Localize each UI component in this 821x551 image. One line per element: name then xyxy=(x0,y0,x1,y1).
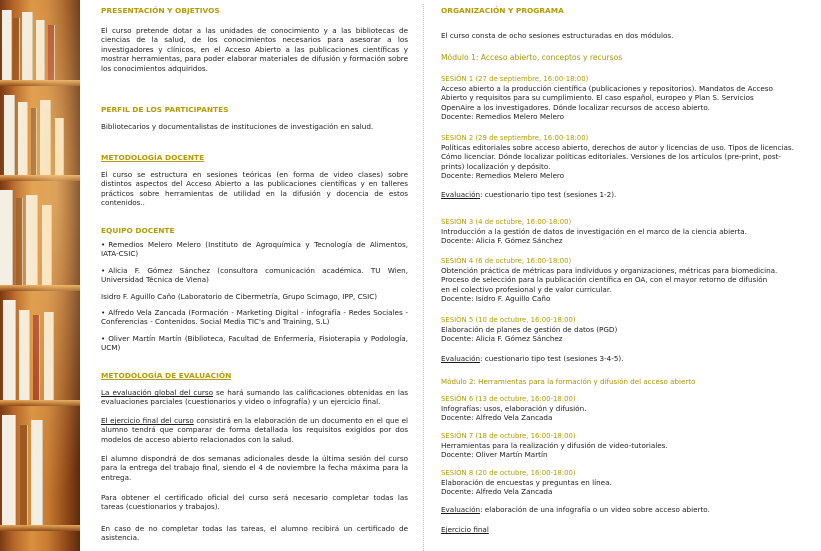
team-member: • Alfredo Vela Zancada (Formación - Marketing Digital - infografía - Redes Sociales - Conferencias - Contenidos. Social Media TIC's and Training, S.L) xyxy=(101,308,408,327)
session-7-heading: SESIÓN 7 (18 de octubre, 16:00-18:00) xyxy=(441,432,576,440)
session-4-heading: SESIÓN 4 (6 de octubre, 16:00-18:00) xyxy=(441,257,572,265)
team-member: • Oliver Martín Martín (Biblioteca, Facultad de Enfermería, Fisioterapia y Podología, UCM) xyxy=(101,334,408,353)
modulo-2-title: Módulo 2: Herramientas para la formación y difusión del acceso abierto xyxy=(441,377,696,386)
evaluacion-p5: En caso de no completar todas las tareas, el alumno recibirá un certificado de asistencia. xyxy=(101,524,408,543)
presentacion-heading: PRESENTACIÓN Y OBJETIVOS xyxy=(101,6,220,15)
session-8-desc: Elaboración de encuestas y preguntas en línea. Docente: Alfredo Vela Zancada xyxy=(441,478,612,497)
session-7-desc: Herramientas para la realización y difusión de video-tutoriales. Docente: Oliver Martín Martín xyxy=(441,441,668,460)
column-divider xyxy=(423,4,424,551)
modulo-1-title: Módulo 1: Acceso abierto, conceptos y recursos xyxy=(441,53,623,62)
metodologia-heading: METODOLOGÍA DOCENTE xyxy=(101,153,205,162)
team-member: • Remedios Melero Melero (Instituto de Agroquímica y Tecnología de Alimentos, IATA-CSIC) xyxy=(101,240,408,259)
programa-heading: ORGANIZACIÓN Y PROGRAMA xyxy=(441,6,564,15)
equipo-heading: EQUIPO DOCENTE xyxy=(101,226,175,235)
perfil-text: Bibliotecarios y documentalistas de instituciones de investigación en salud. xyxy=(101,122,374,131)
ejercicio-final: Ejercicio final xyxy=(441,525,489,534)
session-5-desc: Elaboración de planes de gestión de datos (PGD) Docente: Alicia F. Gómez Sánchez xyxy=(441,325,618,344)
evaluation-3: Evaluación: elaboración de una infografía o un video sobre acceso abierto. xyxy=(441,505,710,514)
metodologia-text: El curso se estructura en sesiones teóricas (en forma de video clases) sobre distintos aspectos del Acceso Abierto a las publicaciones científicas y en talleres prácticos sobre herramientas de utilidad en la difusión y docencia de estos contenidos.. xyxy=(101,170,408,208)
evaluacion-p3: El alumno dispondrá de dos semanas adicionales desde la última sesión del curso para la entrega del trabajo final, siendo el 4 de noviembre la fecha máxima para la entrega. xyxy=(101,454,408,482)
evaluacion-p4: Para obtener el certificado oficial del curso será necesario completar todas las tareas (cuestionarios y trabajos). xyxy=(101,493,408,512)
evaluation-2: Evaluación: cuestionario tipo test (sesiones 3-4-5). xyxy=(441,354,624,363)
library-shelves-photo xyxy=(0,0,80,551)
programa-intro: El curso consta de ocho sesiones estructuradas en dos módulos. xyxy=(441,31,674,40)
session-1-heading: SESIÓN 1 (27 de septiembre, 16:00-18:00) xyxy=(441,75,589,83)
session-8-heading: SESIÓN 8 (20 de octubre, 16:00-18:00) xyxy=(441,469,576,477)
team-member: Isidro F. Aguillo Caño (Laboratorio de Cibermetría, Grupo Scimago, IPP, CSIC) xyxy=(101,292,378,301)
session-4-desc: Obtención práctica de métricas para individuos y organizaciones, métricas para biomedicina. Proceso de selección para la publicación científica en OA, con el mayor retorno de difusión en el colectivo profesional y de valor curricular. Docente: Isidro F. Aguillo Caño xyxy=(441,266,778,304)
session-5-heading: SESIÓN 5 (10 de octubre, 16:00-18:00) xyxy=(441,316,576,324)
evaluation-1: Evaluación: cuestionario tipo test (sesiones 1-2). xyxy=(441,190,617,199)
perfil-heading: PERFIL DE LOS PARTICIPANTES xyxy=(101,105,229,114)
evaluacion-p1: La evaluación global del curso se hará sumando las calificaciones obtenidas en las evaluaciones parciales (cuestionarios y video o infografía) y un ejercicio final. xyxy=(101,388,408,407)
evaluacion-p2: El ejercicio final del curso consistirá en la elaboración de un documento en el que el alumno tendrá que comparar de forma detallada los requisitos exigidos por dos modelos de acceso abierto relacionados con la salud. xyxy=(101,416,409,444)
session-2-heading: SESIÓN 2 (29 de septiembre, 16:00-18:00) xyxy=(441,134,589,142)
session-3-desc: Introducción a la gestión de datos de investigación en el marco de la ciencia abierta. Docente: Alicia F. Gómez Sánchez xyxy=(441,227,747,246)
session-6-desc: Infografías: usos, elaboración y difusión. Docente: Alfredo Vela Zancada xyxy=(441,404,587,423)
session-1-desc: Acceso abierto a la producción científica (publicaciones y repositorios). Mandatos de Acceso Abierto y requisitos para su cumplimiento. El caso español, europeo y Plan S. Servicios OpenAire a los investigadores. Dónde localizar recursos de acceso abierto. Docente: Remedios Melero Melero xyxy=(441,84,773,122)
session-6-heading: SESIÓN 6 (13 de octubre, 16:00-18:00) xyxy=(441,395,576,403)
session-3-heading: SESIÓN 3 (4 de octubre, 16:00-18:00) xyxy=(441,218,572,226)
team-member: • Alicia F. Gómez Sánchez (consultora comunicación académica. TU Wien, Universidad Técnica de Viena) xyxy=(101,266,408,285)
presentacion-text: El curso pretende dotar a las unidades de conocimiento y a las bibliotecas de ciencias de la salud, de los conocimientos necesarios para asesorar a los investigadores y clínicos, en el Acceso Abierto a las publicaciones científicas y mostrar herramientas, para poder elaborar materiales de difusión y formación sobre los conocimientos adquiridos. xyxy=(101,26,408,73)
session-2-desc: Políticas editoriales sobre acceso abierto, derechos de autor y licencias de uso. Tipos de licencias. Cómo licenciar. Dónde localizar políticas editoriales. Versiones de los artículos (pre-print, post- prints) localización y depósito. Docente: Remedios Melero Melero xyxy=(441,143,794,181)
evaluacion-heading: METODOLOGÍA DE EVALUACIÓN xyxy=(101,371,232,380)
